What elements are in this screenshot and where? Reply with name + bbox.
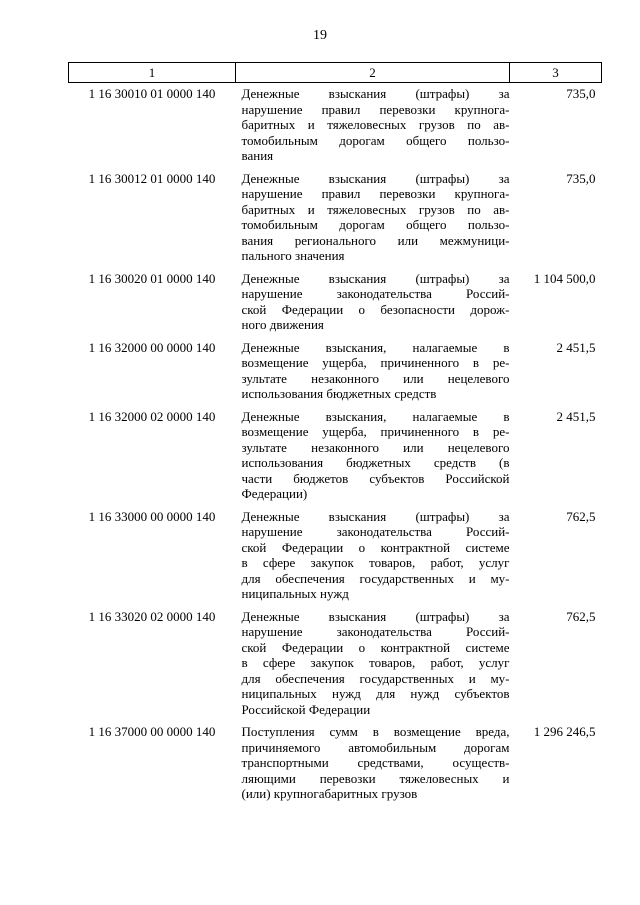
amount-value: 1 296 246,5 (533, 724, 596, 739)
description-line: использования бюджетных средств (в (241, 455, 510, 470)
description-line: части бюджетов субъектов Российской (241, 470, 510, 486)
description-line: для обеспечения государственных и му- (241, 570, 510, 586)
classification-code: 1 16 32000 00 0000 140 (88, 339, 216, 355)
table-row (69, 409, 602, 509)
column-header-amount: 3 (510, 63, 602, 83)
description-line: зультате незаконного или нецелевого (241, 370, 510, 386)
description-line: Денежные взыскания (штрафы) за (241, 608, 510, 624)
revenue-description (236, 509, 510, 609)
description-line: ской Федерации о безопасности дорож- (241, 301, 510, 317)
description-line: ниципальных нужд (241, 586, 349, 601)
table-row (69, 271, 602, 340)
revenue-description (236, 83, 510, 171)
description-line: томобильным дорогам общего пользо- (241, 132, 510, 148)
revenue-description (236, 171, 510, 271)
budget-revenue-table (68, 62, 602, 809)
amount-value: 762,5 (566, 508, 596, 524)
table-body (69, 83, 602, 809)
description-line: использования бюджетных средств (241, 386, 437, 401)
table-row (69, 609, 602, 725)
description-line: возмещение ущерба, причиненного в ре- (241, 355, 510, 370)
description-line: в сфере закупок товаров, работ, услуг (241, 555, 510, 570)
table-row (69, 171, 602, 271)
description-line: Поступления сумм в возмещение вреда, (241, 724, 510, 739)
table-row (69, 724, 602, 809)
description-line: (или) крупногабаритных грузов (241, 786, 418, 801)
description-line: томобильным дорогам общего пользо- (241, 217, 510, 232)
revenue-description (236, 340, 510, 409)
description-line: Российской Федерации (241, 701, 371, 717)
description-line: зультате незаконного или нецелевого (241, 439, 510, 455)
description-line: возмещение ущерба, причиненного в ре- (241, 424, 510, 439)
classification-code: 1 16 37000 00 0000 140 (88, 724, 216, 739)
description-line: Денежные взыскания (штрафы) за (241, 170, 510, 186)
description-line: ниципальных нужд для нужд субъектов (241, 686, 510, 701)
description-line: ного движения (241, 317, 324, 332)
description-line: в сфере закупок товаров, работ, услуг (241, 655, 510, 670)
description-line: причиняемого автомобильным дорогам (241, 739, 510, 755)
revenue-description (236, 724, 510, 809)
description-line: Денежные взыскания, налагаемые в (241, 339, 510, 355)
revenue-description (236, 609, 510, 725)
classification-code: 1 16 30012 01 0000 140 (88, 170, 216, 186)
description-line: Денежные взыскания (штрафы) за (241, 86, 510, 101)
classification-code: 1 16 30020 01 0000 140 (88, 270, 216, 286)
description-line: нарушение законодательства Россий- (241, 286, 510, 301)
column-header-description: 2 (236, 63, 510, 83)
description-line: Денежные взыскания, налагаемые в (241, 408, 510, 424)
classification-code: 1 16 33020 02 0000 140 (88, 608, 216, 624)
amount-value: 735,0 (566, 86, 596, 101)
description-line: ской Федерации о контрактной системе (241, 539, 510, 555)
description-line: Денежные взыскания (штрафы) за (241, 508, 510, 524)
table-row (69, 340, 602, 409)
page-number: 19 (313, 28, 327, 43)
amount-value: 735,0 (566, 170, 596, 186)
description-line: для обеспечения государственных и му- (241, 670, 510, 686)
description-line: баритных и тяжеловесных грузов по ав- (241, 201, 510, 217)
description-line: ляющими перевозки тяжеловесных и (241, 770, 510, 786)
table-row (69, 83, 602, 171)
description-line: пального значения (241, 248, 345, 263)
classification-code: 1 16 33000 00 0000 140 (88, 508, 216, 524)
description-line: вания регионального или межмуници- (241, 232, 510, 248)
table-header-row (69, 63, 602, 83)
column-header-code: 1 (69, 63, 236, 83)
amount-value: 762,5 (566, 608, 596, 624)
revenue-description (236, 271, 510, 340)
description-line: ской Федерации о контрактной системе (241, 639, 510, 655)
description-line: нарушение законодательства Россий- (241, 524, 510, 539)
revenue-description (236, 409, 510, 509)
description-line: транспортными средствами, осуществ- (241, 755, 510, 770)
description-line: Денежные взыскания (штрафы) за (241, 270, 510, 286)
description-line: баритных и тяжеловесных грузов по ав- (241, 117, 510, 132)
table-row (69, 509, 602, 609)
amount-value: 2 451,5 (556, 339, 596, 355)
classification-code: 1 16 32000 02 0000 140 (88, 408, 216, 424)
amount-value: 2 451,5 (556, 408, 596, 424)
classification-code: 1 16 30010 01 0000 140 (88, 86, 216, 101)
description-line: нарушение правил перевозки крупнога- (241, 101, 510, 117)
description-line: нарушение правил перевозки крупнога- (241, 186, 510, 201)
description-line: нарушение законодательства Россий- (241, 624, 510, 639)
description-line: Федерации) (241, 486, 308, 501)
amount-value: 1 104 500,0 (533, 270, 596, 286)
description-line: вания (241, 148, 274, 163)
